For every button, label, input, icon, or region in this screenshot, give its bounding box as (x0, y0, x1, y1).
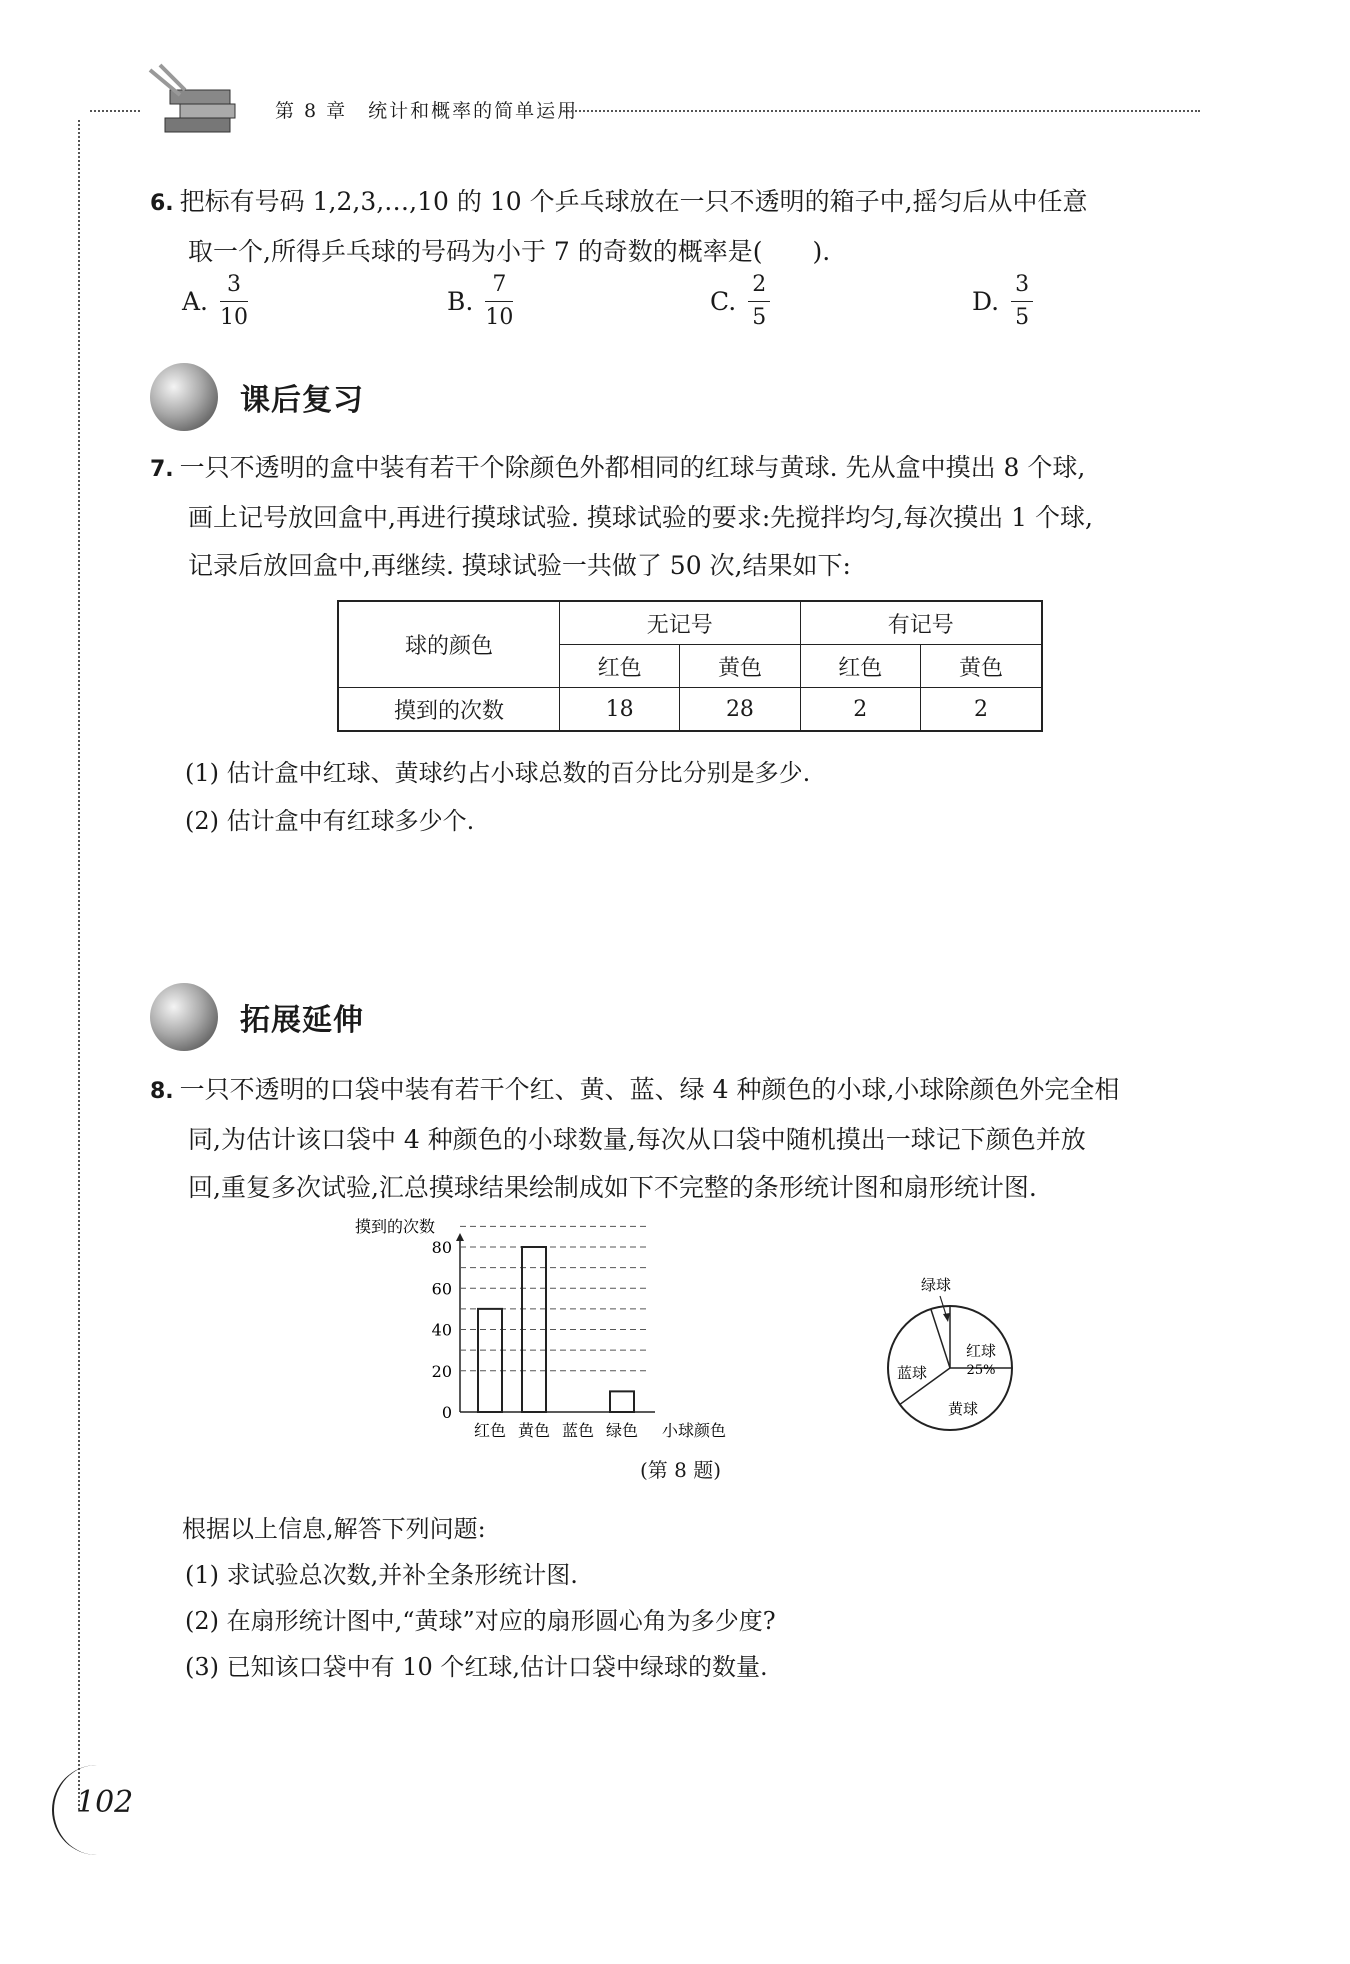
x-tick-label: 绿色 (605, 1421, 639, 1440)
numerator: 3 (227, 272, 242, 297)
denominator: 10 (485, 305, 514, 330)
y-tick-label: 20 (431, 1361, 452, 1381)
x-tick-label: 红色 (473, 1421, 507, 1440)
pie-pointer-arrow (943, 1313, 950, 1322)
numerator: 3 (1015, 272, 1030, 297)
fraction (485, 272, 513, 331)
y-tick-label: 0 (441, 1403, 452, 1422)
question-8 (150, 1066, 1210, 1212)
x-axis-label: 小球颜色 (661, 1421, 727, 1440)
table-cell: 2 (800, 688, 920, 732)
fraction (220, 272, 248, 331)
question-6 (150, 178, 1210, 276)
table-cell: 28 (680, 688, 800, 732)
choice-b (447, 272, 513, 331)
question-number: 6. (150, 191, 174, 216)
question-text: 记录后放回盒中,再继续. 摸球试验一共做了 50 次,结果如下: (188, 551, 851, 580)
margin-rule (78, 120, 80, 1810)
pie-label-red: 红球 (965, 1342, 997, 1360)
choice-label: D. (972, 287, 1000, 316)
x-tick-label: 黄色 (517, 1421, 551, 1440)
fraction (748, 272, 770, 331)
denominator: 10 (220, 305, 249, 330)
header-book-icon (140, 60, 250, 140)
question-text: 一只不透明的口袋中装有若干个红、黄、蓝、绿 4 种颜色的小球,小球除颜色外完全相 (179, 1075, 1120, 1104)
bar (478, 1309, 502, 1412)
sub-question: (1) 求试验总次数,并补全条形统计图. (185, 1561, 578, 1589)
denominator: 5 (752, 305, 767, 330)
y-axis-label: 摸到的次数 (355, 1217, 436, 1236)
sub-question: (2) 在扇形统计图中,“黄球”对应的扇形圆心角为多少度? (185, 1607, 776, 1635)
question-number: 8. (150, 1079, 174, 1104)
globe-icon (150, 983, 218, 1051)
question-7 (150, 444, 1210, 590)
question-text: 画上记号放回盒中,再进行摸球试验. 摸球试验的要求:先搅拌均匀,每次摸出 1 个球, (188, 503, 1093, 532)
sub-question: (1) 估计盒中红球、黄球约占小球总数的百分比分别是多少. (185, 759, 811, 787)
section-extension (150, 982, 364, 1052)
header-rule (560, 110, 1200, 112)
chapter-title: 第 8 章 统计和概率的简单运用 (275, 100, 579, 122)
question-text: 一只不透明的盒中装有若干个除颜色外都相同的红球与黄球. 先从盒中摸出 8 个球, (179, 453, 1086, 482)
fraction (1011, 272, 1033, 331)
table-row-label: 摸到的次数 (338, 688, 560, 732)
y-tick-label: 80 (431, 1238, 452, 1257)
table-header: 有记号 (800, 601, 1042, 645)
bar (610, 1391, 634, 1412)
choice-c (710, 272, 770, 331)
numerator: 2 (752, 272, 767, 297)
sub-question: (3) 已知该口袋中有 10 个红球,估计口袋中绿球的数量. (185, 1653, 768, 1681)
sub-question: (2) 估计盒中有红球多少个. (185, 807, 475, 835)
y-tick-label: 60 (431, 1279, 452, 1299)
section-review (150, 362, 364, 432)
section-title: 拓展延伸 (240, 1003, 364, 1038)
table-subheader: 红色 (560, 645, 680, 688)
page-number-badge (52, 1765, 149, 1855)
figure-caption: (第 8 题) (640, 1458, 722, 1482)
page-number: 102 (76, 1785, 134, 1820)
table-cell: 2 (920, 688, 1042, 732)
table-subheader: 黄色 (680, 645, 800, 688)
header-rule-left (90, 110, 140, 112)
pie-percent-red: 25% (966, 1363, 996, 1378)
question-number: 7. (150, 457, 174, 482)
choice-d (972, 272, 1033, 331)
globe-icon (150, 363, 218, 431)
pie-label-yellow: 黄球 (947, 1400, 979, 1418)
x-tick-label: 蓝色 (561, 1421, 595, 1440)
pie-label-blue: 蓝球 (896, 1364, 928, 1382)
denominator: 5 (1015, 305, 1030, 330)
choice-label: B. (447, 287, 474, 316)
y-tick-label: 40 (431, 1320, 452, 1340)
section-title: 课后复习 (240, 383, 364, 418)
results-table (337, 600, 1043, 732)
question-text: 同,为估计该口袋中 4 种颜色的小球数量,每次从口袋中随机摸出一球记下颜色并放 (188, 1125, 1086, 1154)
table-subheader: 红色 (800, 645, 920, 688)
choice-label: C. (710, 287, 737, 316)
question-text: 回,重复多次试验,汇总摸球结果绘制成如下不完整的条形统计图和扇形统计图. (188, 1173, 1037, 1202)
table-header: 球的颜色 (338, 601, 560, 688)
table-header: 无记号 (560, 601, 801, 645)
instruction: 根据以上信息,解答下列问题: (182, 1515, 486, 1543)
pie-chart (870, 1268, 1030, 1438)
bar-chart (355, 1212, 755, 1452)
pie-label-green: 绿球 (920, 1276, 952, 1294)
table-cell: 18 (560, 688, 680, 732)
y-axis-arrow (456, 1233, 464, 1241)
numerator: 7 (492, 272, 507, 297)
question-text: 取一个,所得乒乓球的号码为小于 7 的奇数的概率是( ). (188, 237, 831, 266)
choice-label: A. (182, 287, 209, 316)
choices (182, 272, 1082, 342)
table-subheader: 黄色 (920, 645, 1042, 688)
question-text: 把标有号码 1,2,3,…,10 的 10 个乒乓球放在一只不透明的箱子中,摇匀后从中任意 (179, 187, 1088, 216)
choice-a (182, 272, 248, 331)
